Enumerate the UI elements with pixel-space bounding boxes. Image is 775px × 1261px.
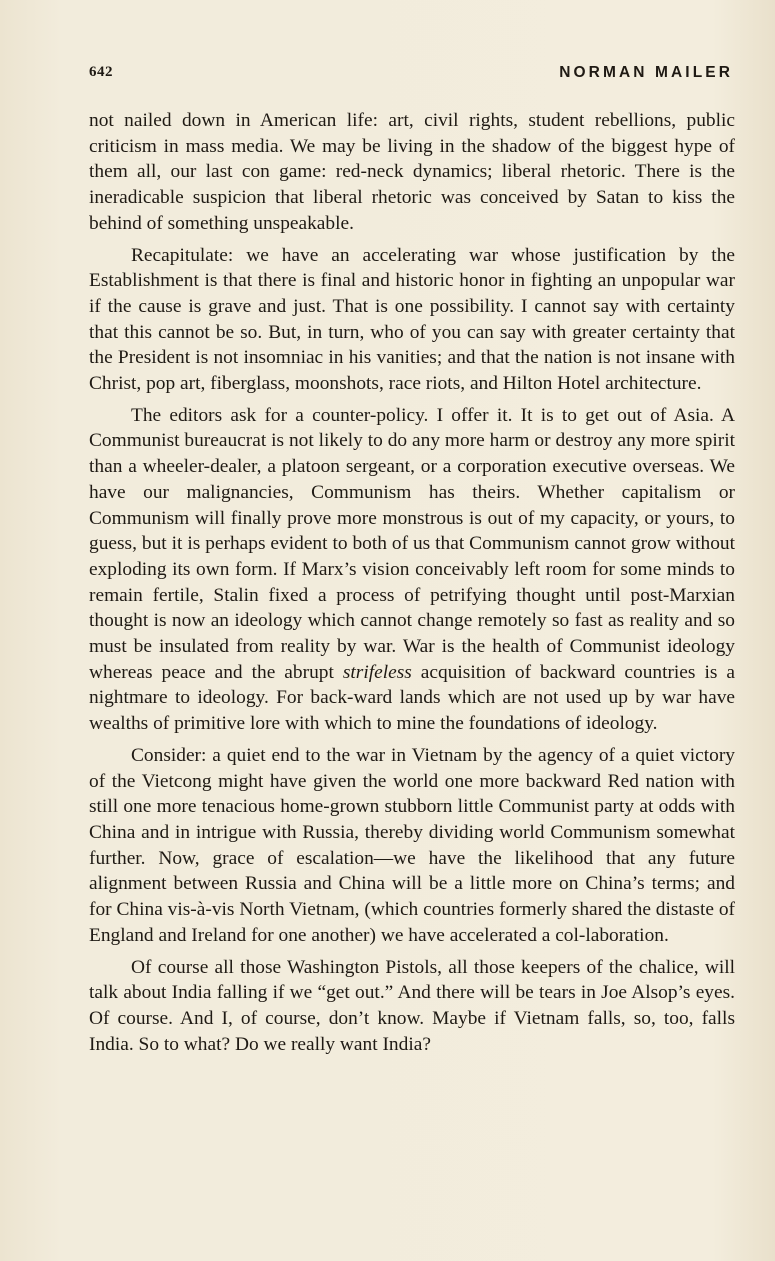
- italic-word: strifeless: [342, 661, 412, 683]
- paragraph: Recapitulate: we have an accelerating war whose justification by the Establishment is that there is final and historic honor in fighting an unpopular war if the cause is grave and just. That is one possibility. I cannot say with certainty that this cannot be so. But, in turn, who of you can say with greater certainty that the President is not insomniac in his vanities; and that the nation is not insane with Christ, pop art, fiberglass, moonshots, race riots, and Hilton Hotel architecture.: [89, 244, 735, 395]
- paragraph: Of course all those Washington Pistols, all those keepers of the chalice, will talk about India falling if we “get out.” And there will be tears in Joe Alsop’s eyes. Of course. And I, of course, don’t know. Maybe if Vietnam falls, so, too, falls India. So to what? Do we really want India?: [89, 956, 735, 1055]
- running-head: NORMAN MAILER: [559, 64, 733, 81]
- paragraph: not nailed down in American life: art, civil rights, student rebellions, public criticism in mass media. We may be living in the shadow of the biggest hype of them all, our last con game: red-neck dynamics; liberal rhetoric. There is the ineradicable suspicion that liberal rhetoric was conceived by Satan to kiss the behind of something unspeakable.: [89, 110, 735, 234]
- paragraph: Consider: a quiet end to the war in Vietnam by the agency of a quiet victory of the Vietcong might have given the world one more backward Red nation with still one more tenacious home-grown stubborn little Communist party at odds with China and in intrigue with Russia, thereby dividing world Communism somewhat further. Now, grace of escalation—we have the likelihood that any future alignment between Russia and China will be a little more on China’s terms; and for China vis-à-vis North Vietnam, (which countries formerly shared the distaste of England and Ireland for one another) we have accelerated a col-laboration.: [89, 744, 735, 946]
- page-number: 642: [89, 64, 113, 80]
- paragraph-text: The editors ask for a counter-policy. I offer it. It is to get out of Asia. A Communist bureaucrat is not likely to do any more harm or destroy any more spirit than a wheeler-dealer, a platoon sergeant, or a corporation executive overseas. We have our malignancies, Communism has theirs. Whether capitalism or Communism will finally prove more monstrous is out of my capacity, or yours, to guess, but it is perhaps evident to both of us that Communism cannot grow without exploding its own form. If Marx’s vision conceivably left room for some minds to remain fertile, Stalin fixed a process of petrifying thought until post-Marxian thought is now an ideology which cannot change remotely so fast as reality and so must be insulated from reality by war. War is the health of Communist ideology whereas peace and the abrupt: [89, 404, 735, 683]
- page-header: [89, 60, 733, 88]
- body-text: [89, 108, 735, 1057]
- paragraph-text: acquisition of backward countries is a nightmare to ideology. For back-ward lands which are not used up by war have wealths of primitive lore with which to mine the foundations of ideology.: [89, 661, 735, 735]
- paragraph: [89, 403, 735, 737]
